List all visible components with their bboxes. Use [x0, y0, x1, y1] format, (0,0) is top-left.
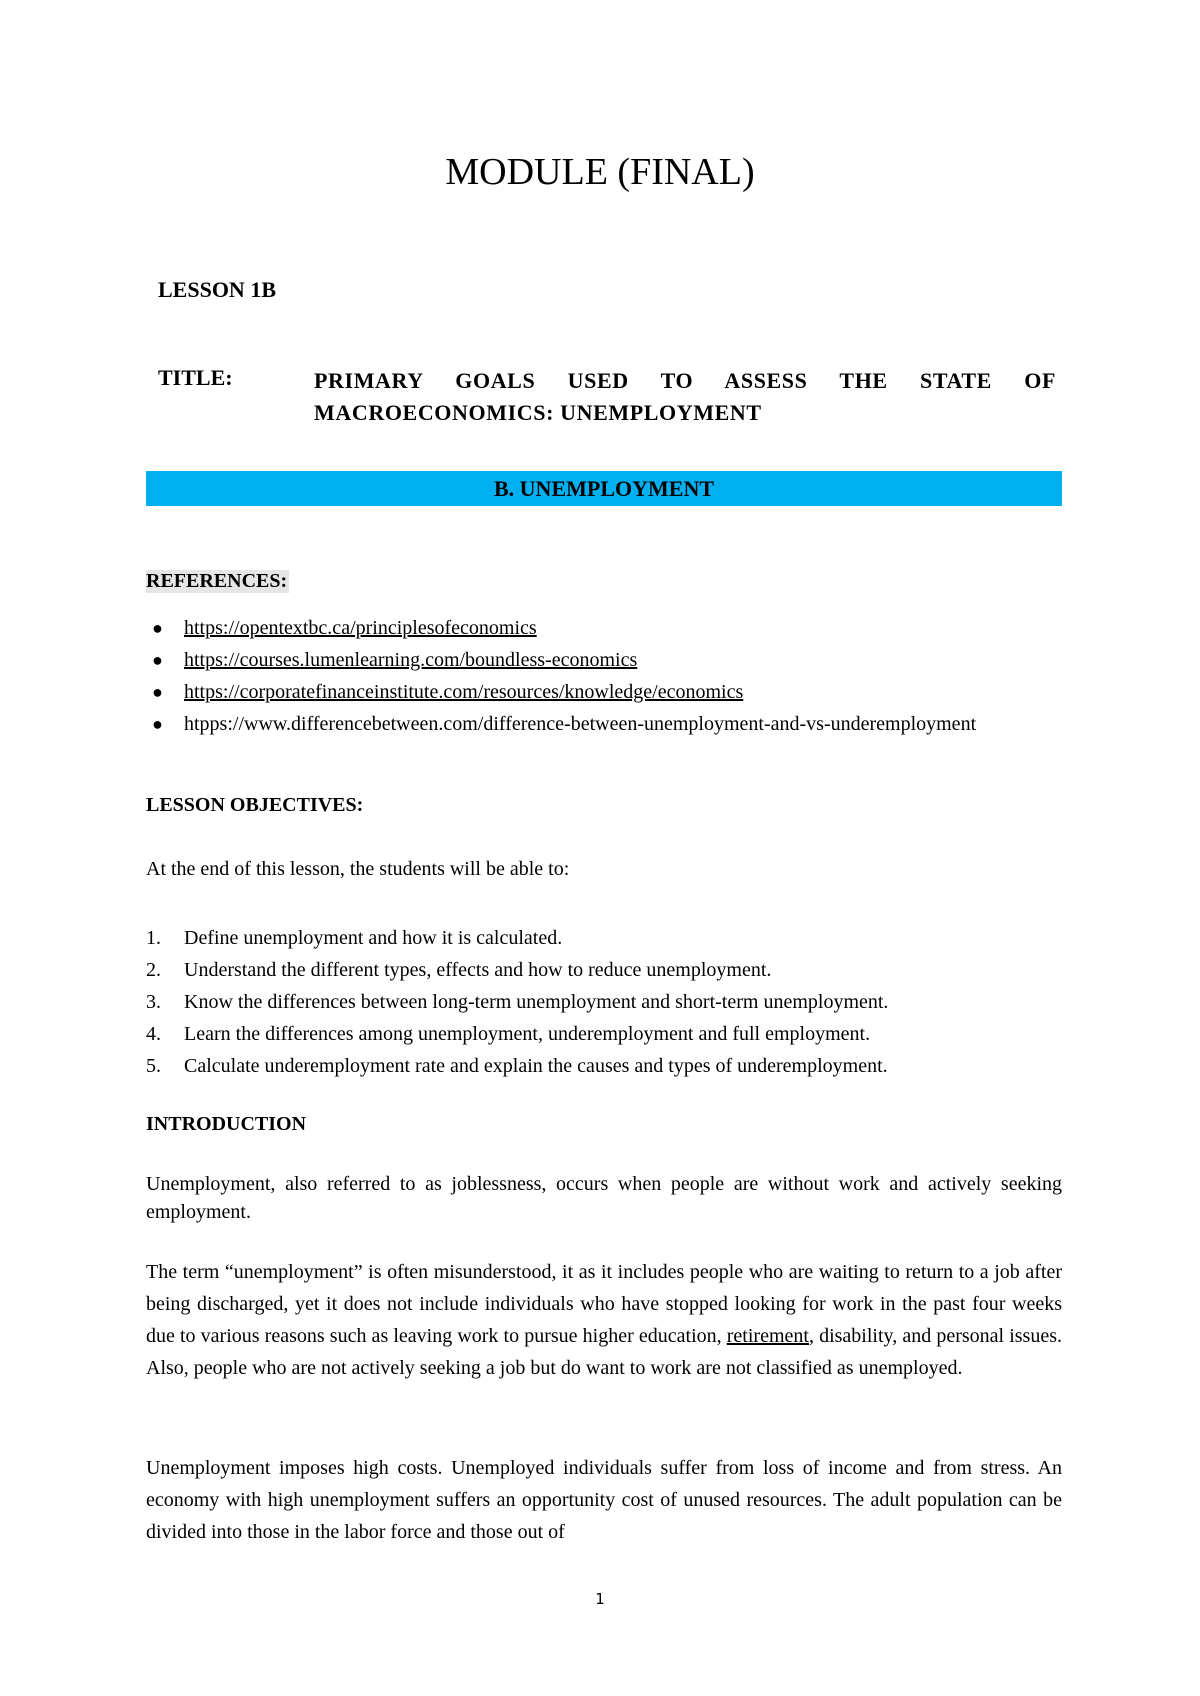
objective-item — [146, 954, 1076, 986]
objective-number: 3. — [146, 991, 161, 1013]
lesson-label: LESSON 1B — [158, 277, 276, 302]
objective-text: Calculate underemployment rate and explain the causes and types of underemployment. — [184, 1055, 888, 1077]
module-title: MODULE (FINAL) — [445, 151, 755, 193]
objective-number: 2. — [146, 959, 161, 981]
objective-text: Know the differences between long-term unemployment and short-term unemployment. — [184, 991, 889, 1013]
objective-item — [146, 1018, 1076, 1050]
objective-item — [146, 922, 1076, 954]
reference-item — [146, 612, 1066, 644]
paragraph-text: , disability, and personal issues. Also, people who are not actively seeking a job but do want to work are not classified as unemployed. — [146, 1325, 1062, 1379]
introduction-heading: INTRODUCTION — [146, 1113, 307, 1135]
objective-number: 4. — [146, 1023, 161, 1045]
objective-text: Understand the different types, effects and how to reduce unemployment. — [184, 959, 772, 981]
intro-paragraph-2 — [146, 1256, 1062, 1384]
reference-item — [146, 676, 1066, 708]
intro-paragraph-3: Unemployment imposes high costs. Unemployed individuals suffer from loss of income and from stress. An economy with high unemployment suffers an opportunity cost of unused resources. The adult population can be divided into those in the labor force and those out of — [146, 1457, 1062, 1543]
bullet-icon: ● — [152, 714, 163, 734]
section-banner: B. UNEMPLOYMENT — [146, 471, 1062, 506]
lesson-title: PRIMARY GOALS USED TO ASSESS THE STATE OF MACROECONOMICS: UNEMPLOYMENT — [314, 368, 1056, 425]
references-heading: REFERENCES: — [146, 570, 288, 592]
objective-number: 1. — [146, 927, 161, 949]
objective-item — [146, 1050, 1076, 1082]
reference-item — [146, 708, 1066, 740]
objectives-list — [146, 922, 1076, 1082]
objective-item — [146, 986, 1076, 1018]
reference-link[interactable]: https://opentextbc.ca/principlesofeconomics — [184, 617, 537, 639]
bullet-icon: ● — [152, 618, 163, 638]
retirement-link[interactable]: retirement — [726, 1325, 809, 1347]
objective-number: 5. — [146, 1055, 161, 1077]
intro-paragraph-1: Unemployment, also referred to as joblessness, occurs when people are without work and actively seeking employment. — [146, 1173, 1062, 1223]
reference-item — [146, 644, 1066, 676]
reference-link[interactable]: https://corporatefinanceinstitute.com/resources/knowledge/economics — [184, 681, 744, 703]
references-list — [146, 612, 1066, 740]
objectives-heading: LESSON OBJECTIVES: — [146, 794, 364, 816]
bullet-icon: ● — [152, 682, 163, 702]
bullet-icon: ● — [152, 650, 163, 670]
title-label: TITLE: — [158, 365, 233, 390]
objective-text: Learn the differences among unemployment, underemployment and full employment. — [184, 1023, 871, 1045]
objective-text: Define unemployment and how it is calculated. — [184, 927, 563, 949]
reference-text: htpps://www.differencebetween.com/difference-between-unemployment-and-vs-underemployment — [184, 713, 977, 735]
objectives-intro: At the end of this lesson, the students will be able to: — [146, 858, 570, 880]
page-number: 1 — [595, 1590, 605, 1608]
reference-link[interactable]: https://courses.lumenlearning.com/boundless-economics — [184, 649, 638, 671]
paragraph-text: The term “unemployment” is often misunderstood, it as it includes people who are waiting to return to a job after being discharged, yet it does not include individuals who have stopped looking for work in the past four weeks due to various reasons such as leaving work to pursue higher education, — [146, 1261, 1062, 1347]
